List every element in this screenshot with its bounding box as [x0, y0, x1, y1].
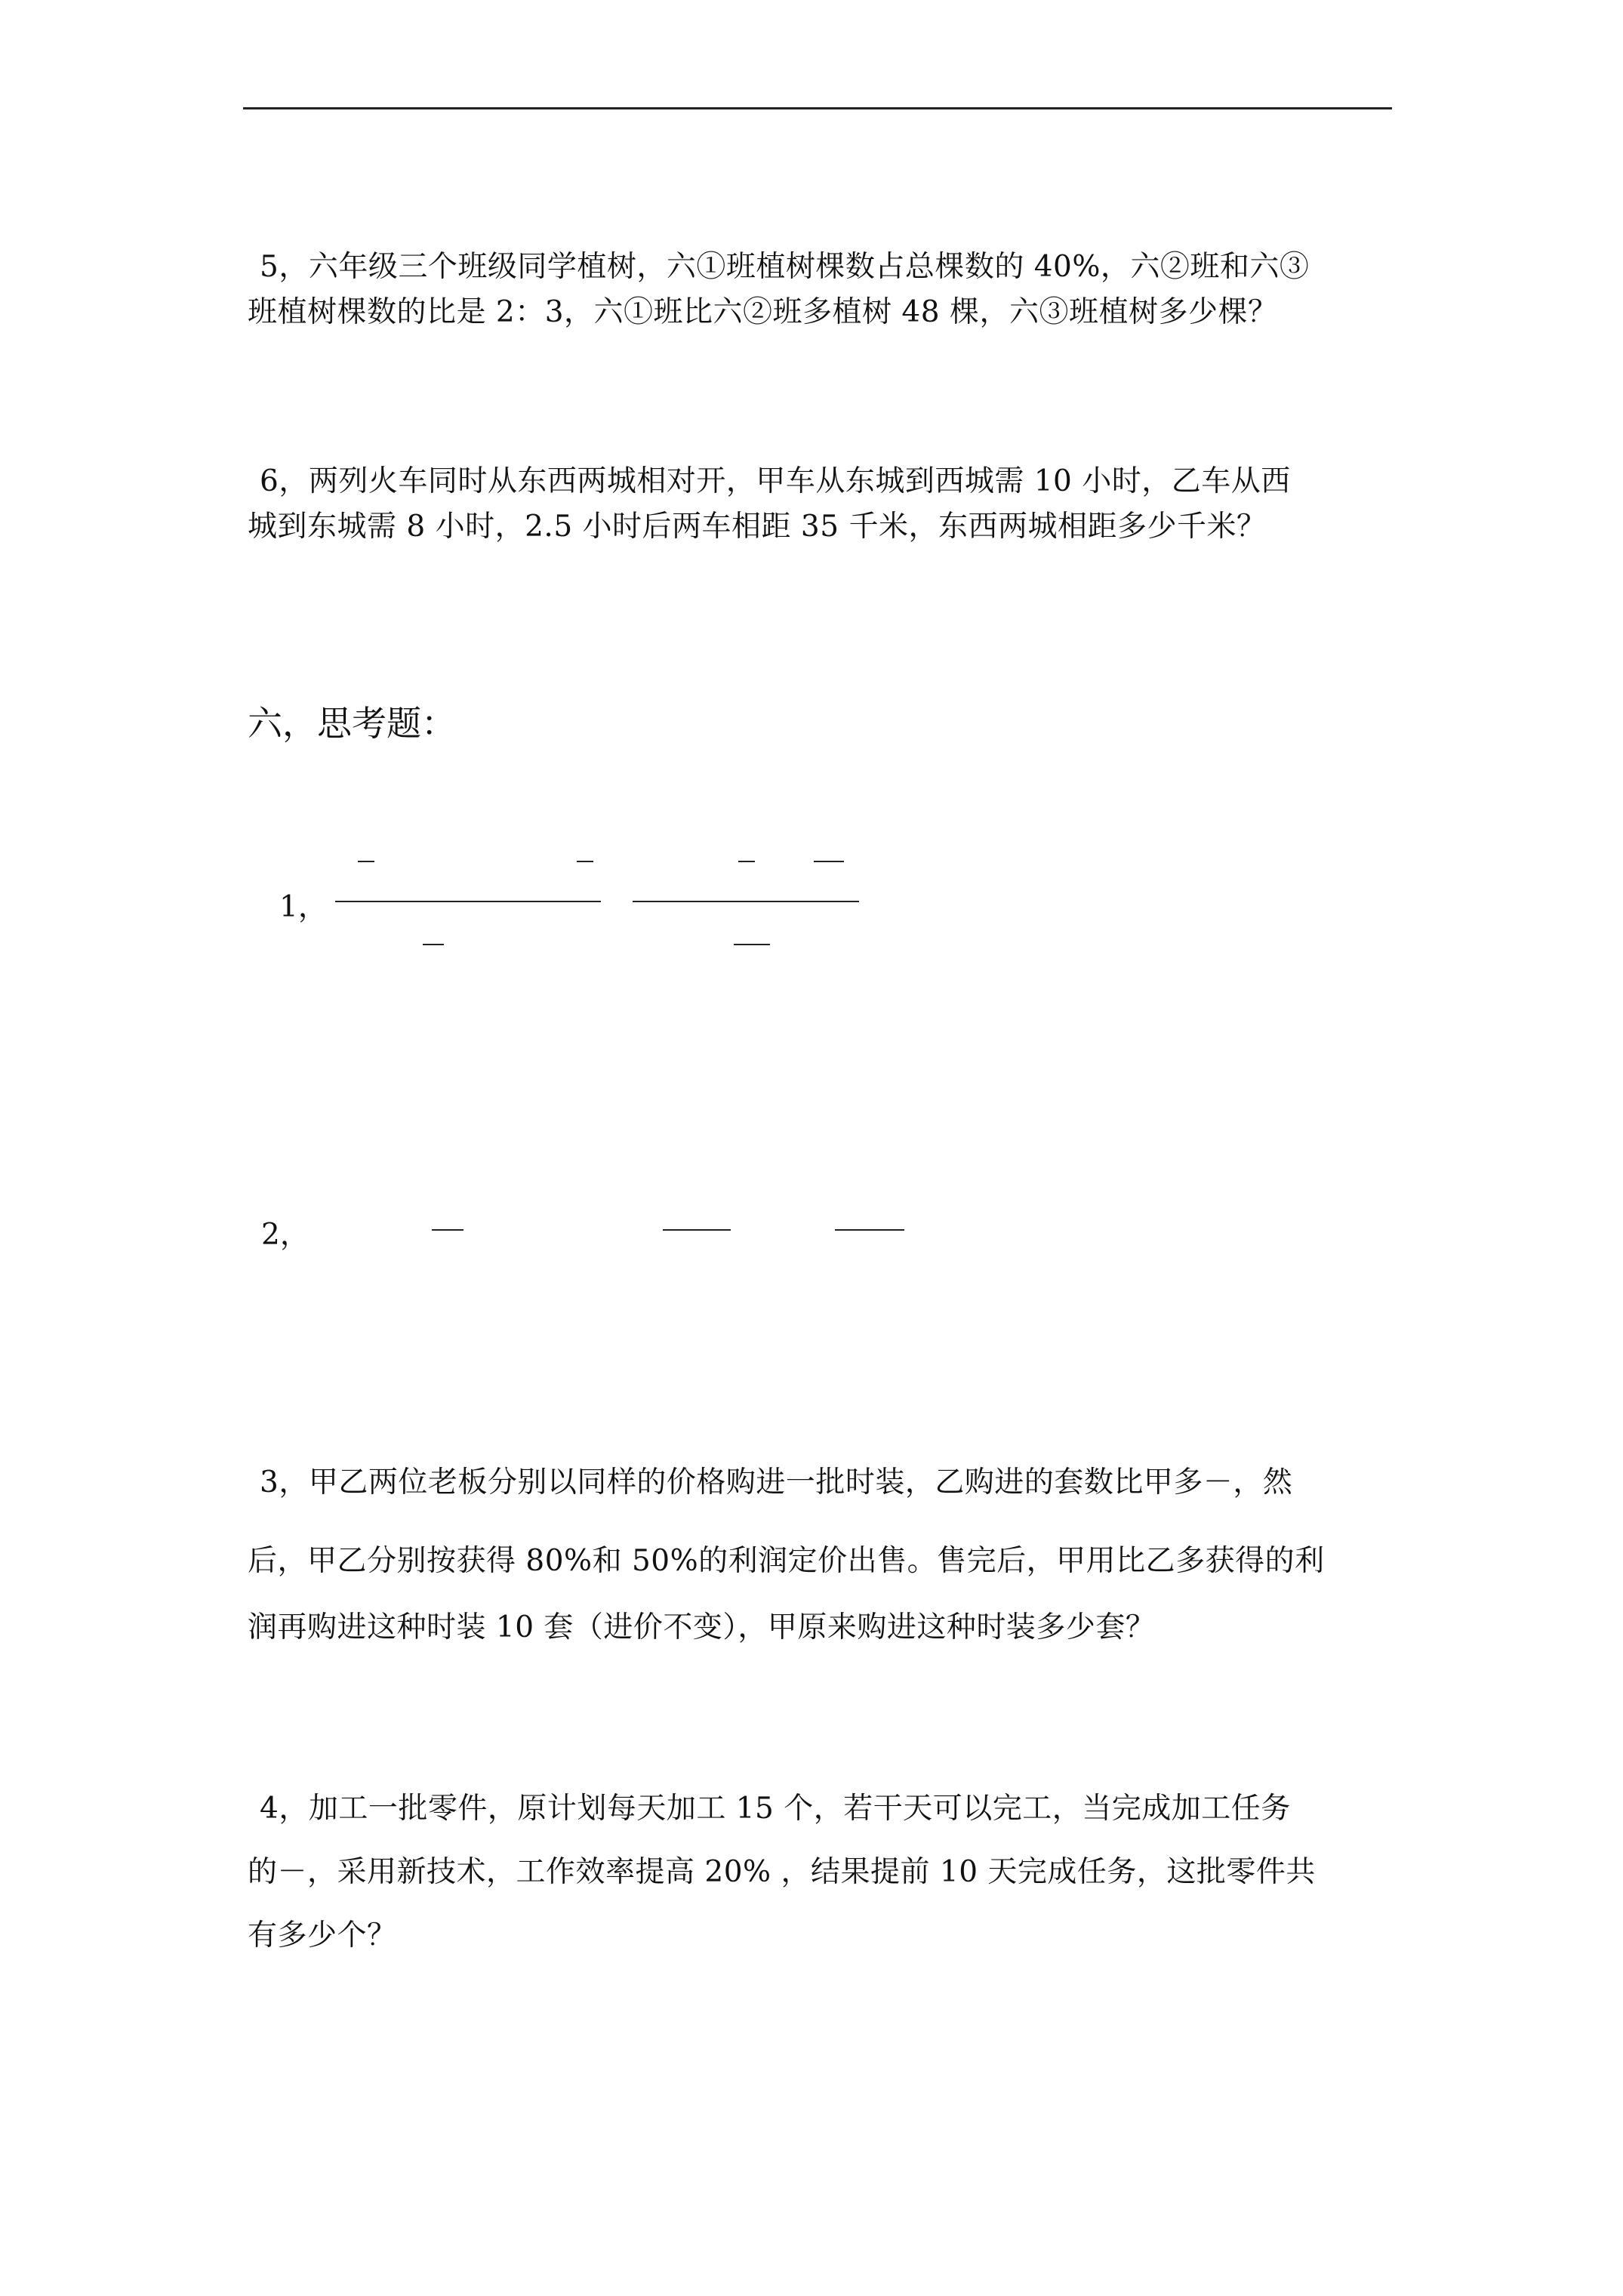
- q1-small-bar-2: [577, 861, 593, 862]
- question-2-label: 2，: [261, 1218, 310, 1252]
- problem-6-line-1: 6，两列火车同时从东西两城相对开，甲车从东城到西城需 10 小时，乙车从西: [260, 464, 1291, 498]
- question-4-line-1: 4，加工一批零件，原计划每天加工 15 个，若干天可以完工，当完成加工任务: [260, 1792, 1291, 1826]
- section-title: 六，思考题：: [248, 703, 456, 744]
- question-4-line-3: 有多少个？: [248, 1918, 397, 1952]
- question-3-line-1: 3，甲乙两位老板分别以同样的价格购进一批时装，乙购进的套数比甲多－，然: [260, 1465, 1293, 1499]
- q1-small-bar-3: [738, 861, 755, 862]
- q2-bar-1: [432, 1229, 463, 1231]
- q1-small-bar-1: [358, 861, 374, 862]
- q2-bar-2: [663, 1229, 731, 1231]
- q1-small-bar-6: [734, 944, 770, 945]
- q1-fraction-bar-2: [633, 901, 859, 902]
- q2-bar-3: [835, 1229, 904, 1231]
- header-rule: [243, 107, 1392, 109]
- problem-6-line-2: 城到东城需 8 小时，2.5 小时后两车相距 35 千米，东西两城相距多少千米？: [248, 510, 1267, 544]
- question-3-line-3: 润再购进这种时装 10 套（进价不变），甲原来购进这种时装多少套？: [248, 1610, 1156, 1644]
- q1-small-bar-5: [423, 944, 444, 945]
- q1-fraction-bar-1: [335, 901, 601, 902]
- question-4-line-2: 的－，采用新技术，工作效率提高 20% ，结果提前 10 天完成任务，这批零件共: [248, 1855, 1316, 1889]
- problem-5-line-2: 班植树棵数的比是 2：3，六①班比六②班多植树 48 棵，六③班植树多少棵？: [248, 295, 1278, 329]
- problem-5-line-1: 5，六年级三个班级同学植树，六①班植树棵数占总棵数的 40%，六②班和六③: [260, 250, 1310, 284]
- q1-small-bar-4: [814, 861, 844, 862]
- question-1-label: 1，: [279, 890, 328, 924]
- question-3-line-2: 后，甲乙分别按获得 80%和 50%的利润定价出售。售完后，甲用比乙多获得的利: [248, 1544, 1325, 1578]
